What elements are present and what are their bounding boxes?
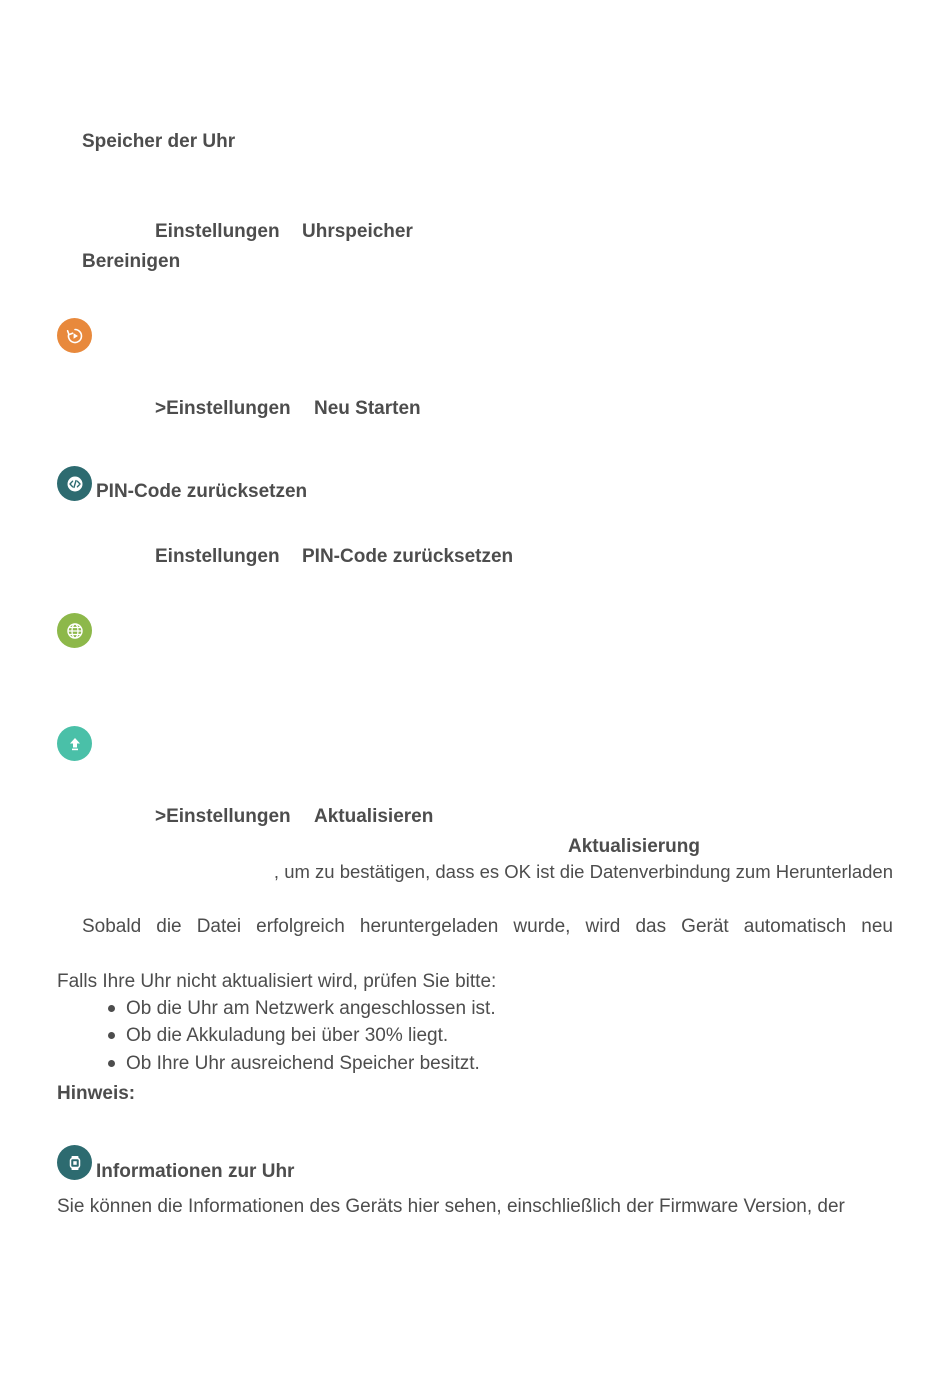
watch-icon xyxy=(57,1145,92,1180)
update-path-settings: >Einstellungen xyxy=(155,806,291,827)
list-item: Ob die Akkuladung bei über 30% liegt. xyxy=(126,1025,449,1046)
update-check-intro: Falls Ihre Uhr nicht aktualisiert wird, prüfen Sie bitte: xyxy=(57,971,497,992)
list-item: Ob die Uhr am Netzwerk angeschlossen ist. xyxy=(126,998,496,1019)
pin-title: PIN-Code zurücksetzen xyxy=(96,481,308,502)
pin-path-reset: PIN-Code zurücksetzen xyxy=(302,546,514,567)
storage-path-settings: Einstellungen xyxy=(155,221,280,242)
update-path-update: Aktualisieren xyxy=(314,806,434,827)
update-note-label: Hinweis: xyxy=(57,1083,136,1104)
storage-title: Speicher der Uhr xyxy=(82,131,236,152)
update-after-download: Sobald die Datei erfolgreich heruntergeladen wurde, wird das Gerät automatisch neu xyxy=(82,916,893,937)
storage-action: Bereinigen xyxy=(82,251,181,272)
update-label: Aktualisierung xyxy=(568,836,700,857)
globe-icon xyxy=(57,613,92,648)
restart-path-settings: >Einstellungen xyxy=(155,398,291,419)
storage-path-storage: Uhrspeicher xyxy=(302,221,413,242)
pin-path-settings: Einstellungen xyxy=(155,546,280,567)
code-icon xyxy=(57,466,92,501)
update-confirm-text: , um zu bestätigen, dass es OK ist die Datenverbindung zum Herunterladen xyxy=(273,861,893,882)
restart-path-restart: Neu Starten xyxy=(314,398,421,419)
list-item: Ob Ihre Uhr ausreichend Speicher besitzt. xyxy=(126,1053,480,1074)
info-description: Sie können die Informationen des Geräts hier sehen, einschließlich der Firmware Version, der xyxy=(57,1196,845,1217)
bullet-icon xyxy=(108,1032,115,1039)
restart-icon xyxy=(57,318,92,353)
upload-icon xyxy=(57,726,92,761)
bullet-icon xyxy=(108,1005,115,1012)
bullet-icon xyxy=(108,1060,115,1067)
info-title: Informationen zur Uhr xyxy=(96,1161,295,1182)
